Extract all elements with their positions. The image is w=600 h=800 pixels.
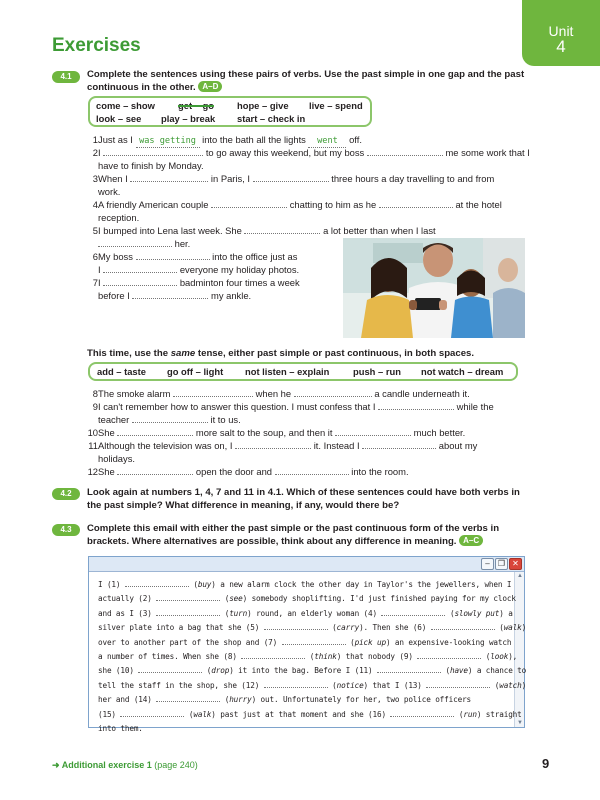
answer-gap[interactable] (117, 428, 193, 436)
item-number: 4 (92, 199, 98, 210)
sentence-text: it. Instead I (313, 440, 360, 451)
sentence-text: She (98, 466, 115, 477)
email-answer-gap[interactable] (264, 623, 328, 630)
email-line (98, 724, 143, 734)
email-answer-gap[interactable] (390, 710, 454, 717)
sentence-text: her. (174, 238, 191, 249)
email-answer-gap[interactable] (156, 594, 220, 601)
verb-pair: go off – light (167, 366, 224, 377)
verb-pair: start – check in (237, 113, 306, 124)
answer-gap[interactable] (235, 441, 311, 449)
email-verb: walk (193, 709, 212, 719)
email-text: ( (494, 623, 504, 633)
email-line (98, 594, 516, 604)
item-number: 3 (92, 173, 98, 184)
email-line (98, 681, 526, 691)
verb-pair: hope – give (237, 100, 289, 111)
item-number: 10 (87, 427, 98, 438)
sentence-text: I (98, 277, 101, 288)
exercise-4-2-instruction: Look again at numbers 1, 4, 7 and 11 in 4.1. Which of these sentences could have both verbs in the past simple? What difference in meaning, if any, would there be? (87, 487, 520, 511)
email-text: ( (327, 623, 337, 633)
email-verb: carry (336, 623, 360, 633)
answer-gap[interactable] (362, 441, 436, 449)
email-line (98, 710, 522, 720)
email-text: ( (490, 680, 500, 690)
sentence-text: My boss (98, 251, 133, 262)
email-line (98, 609, 513, 619)
item-number: 11 (88, 440, 98, 451)
scroll-down-icon[interactable]: ▼ (517, 720, 523, 726)
sentence-text: into the room. (351, 466, 409, 477)
email-text: tell the staff in the shop, she (12) (98, 680, 264, 690)
sentence-text: everyone my holiday photos. (179, 264, 300, 275)
sentence-5-cont (98, 238, 190, 250)
exercise-4-1-instruction (87, 68, 527, 94)
sentence-text: badminton four times a week (179, 277, 300, 288)
instruction-text: Complete the sentences using these pairs of verbs. Use the past simple in one gap and the past continuous in the other. (87, 69, 525, 93)
sentence-text: in Paris, I (210, 173, 250, 184)
email-answer-gap[interactable] (156, 609, 220, 616)
verb-pair: come – show (96, 100, 155, 111)
verb-pair-crossed: get – go (178, 100, 214, 111)
email-verb: slowly put (454, 608, 500, 618)
sentence-text: Just as I (98, 134, 133, 145)
sentence-11-cont: holidays. (98, 453, 136, 464)
email-line (98, 695, 471, 705)
email-verb: drop (211, 666, 230, 676)
answer-gap[interactable] (136, 252, 210, 260)
link-text: ➜ Additional exercise 1 (52, 760, 152, 770)
answer-gap[interactable] (132, 291, 208, 299)
sentence-text: before I (98, 290, 130, 301)
answer-gap[interactable] (173, 389, 253, 397)
sentence-text: teacher (98, 414, 130, 425)
email-line (98, 638, 511, 648)
answer-gap[interactable] (103, 265, 177, 273)
sentence-text: I bumped into Lena last week. She (98, 225, 242, 236)
sentence-text: me some work that I (445, 147, 530, 158)
email-text: over to another part of the shop and (7) (98, 637, 282, 647)
sentence-text: into the office just as (212, 251, 298, 262)
email-text: actually (2) (98, 594, 157, 604)
email-text: ) out. Unfortunately for her, two police officers (251, 695, 472, 705)
email-text: ( (441, 666, 450, 676)
email-text: ( (184, 709, 194, 719)
answer-gap[interactable] (132, 415, 208, 423)
email-answer-gap[interactable] (125, 580, 189, 587)
email-text: ) an expensive-looking watch (385, 637, 512, 647)
email-text: ) a (499, 608, 513, 618)
item-number: 12 (87, 466, 98, 477)
email-verb: turn (229, 608, 248, 618)
verb-pair: look – see (96, 113, 142, 124)
email-text: ), (508, 652, 518, 661)
minimize-icon[interactable]: – (481, 558, 494, 570)
item-number: 8 (92, 388, 98, 399)
email-verb: notice (336, 680, 364, 690)
scroll-up-icon[interactable]: ▲ (517, 573, 523, 579)
email-answer-gap[interactable] (426, 681, 490, 688)
verb-box-4-1b (88, 362, 518, 381)
sentence-text: A friendly American couple (98, 199, 209, 210)
email-text: silver plate into a bag that she (5) (98, 623, 264, 633)
sentence-text: three hours a day travelling to and from (331, 173, 495, 184)
email-verb: pick up (354, 637, 386, 647)
verb-pair: not watch – dream (421, 366, 504, 377)
sentence-9-cont (98, 414, 241, 426)
sentence-text: into the bath all the lights (202, 134, 306, 145)
email-line (98, 580, 511, 590)
exercise-badge-4-1: 4.1 (52, 71, 80, 83)
sentence-text: more salt to the soup, and then it (195, 427, 333, 438)
sentence-text: She (98, 427, 115, 438)
item-number: 5 (92, 225, 98, 236)
email-text: ( (188, 580, 198, 589)
sentence-4-cont: reception. (98, 212, 140, 223)
email-verb: run (463, 709, 477, 719)
answer-gap[interactable] (294, 389, 372, 397)
email-answer-gap[interactable] (120, 710, 184, 717)
email-text: ( (481, 652, 491, 661)
sentence-text: it to us. (210, 414, 241, 425)
sentence-text: while the (456, 401, 494, 412)
email-answer-gap[interactable] (264, 681, 328, 688)
unit-label: Unit (548, 23, 574, 39)
email-verb: walk (503, 623, 522, 633)
friends-photo (343, 238, 525, 338)
exercise-badge-4-2: 4.2 (52, 488, 80, 500)
exercise-4-3-instruction (87, 522, 527, 548)
verb-pair: not listen – explain (245, 366, 330, 377)
email-verb: buy (197, 580, 212, 589)
restore-icon[interactable]: ❐ (495, 558, 508, 570)
email-text: (15) (98, 709, 121, 719)
section-ref-badge: A–D (198, 81, 222, 92)
link-page-ref: (page 240) (154, 760, 198, 770)
email-text: ) past just at that moment and she (16) (211, 709, 391, 719)
verb-pair: play – break (161, 113, 216, 124)
answer-gap[interactable] (367, 148, 443, 156)
email-verb: think (314, 652, 337, 661)
email-answer-gap[interactable] (381, 609, 445, 616)
email-verb: watch (499, 680, 522, 690)
email-titlebar (89, 557, 524, 572)
email-text: ). Then she (6) (359, 623, 431, 633)
verb-pair: live – spend (309, 100, 363, 111)
email-line (98, 666, 526, 676)
verb-pair: add – taste (97, 366, 146, 377)
answer-gap[interactable] (117, 467, 193, 475)
email-answer-gap[interactable] (417, 652, 481, 659)
email-text: she (10) (98, 666, 139, 676)
instruction-emphasis: same (170, 348, 196, 359)
email-text: a number of times. When she (8) (98, 652, 242, 661)
email-text: ( (305, 652, 315, 661)
sentence-text: my ankle. (211, 290, 252, 301)
sentence-text: chatting to him as he (289, 199, 377, 210)
email-text: her and (14) (98, 695, 157, 705)
email-answer-gap[interactable] (282, 638, 346, 645)
answer-gap[interactable] (103, 278, 177, 286)
sentence-text: a candle underneath it. (374, 388, 470, 399)
email-text: ) somebody shoplifting. I'd just finished paying for my clock (242, 594, 516, 604)
sentence-text: I (98, 147, 101, 158)
email-text: ( (202, 666, 212, 676)
additional-exercise-link[interactable] (52, 760, 198, 771)
item-number: 1 (92, 134, 98, 145)
instruction-text: This time, use the (87, 348, 171, 359)
answer-gap[interactable]: was getting (136, 135, 200, 148)
email-text: I (1) (98, 580, 125, 589)
sentence-text: I can't remember how to answer this question. I must confess that I (98, 401, 376, 412)
sentence-text: off. (349, 134, 362, 145)
email-answer-gap[interactable] (241, 652, 305, 659)
section-ref-badge: A–C (459, 535, 483, 546)
email-answer-gap[interactable] (377, 666, 441, 673)
item-number: 7 (92, 277, 98, 288)
instruction-text: tense, either past simple or past continuous, in both spaces. (195, 348, 475, 359)
email-text: ) (521, 623, 527, 633)
answer-gap[interactable] (253, 174, 329, 182)
email-text: and as I (3) (98, 608, 157, 618)
exercise-badge-4-3: 4.3 (52, 524, 80, 536)
email-text: ) that nobody (9) (336, 652, 418, 661)
instruction-text: Complete this email with either the past simple or the past continuous form of the verbs in brackets. Where alternatives are possible, think about any difference in meaning. (87, 523, 500, 547)
answer-gap[interactable] (98, 239, 172, 247)
same-tense-instruction (87, 347, 537, 360)
sentence-text: a lot better than when I last (323, 225, 436, 236)
sentence-2-cont: have to finish by Monday. (98, 160, 204, 171)
email-text: ( (454, 709, 464, 719)
email-window (88, 556, 527, 733)
answer-gap[interactable]: went (308, 135, 346, 148)
answer-gap[interactable] (211, 200, 287, 208)
item-number: 2 (92, 147, 98, 158)
email-text: ) it into the bag. Before I (11) (229, 666, 377, 676)
email-verb: look (490, 652, 509, 661)
email-text: ) (521, 680, 527, 690)
email-text: into them. (98, 724, 143, 733)
answer-gap[interactable] (130, 174, 208, 182)
answer-gap[interactable] (335, 428, 411, 436)
email-answer-gap[interactable] (138, 666, 202, 673)
answer-gap[interactable] (275, 467, 349, 475)
sentence-text: when he (255, 388, 292, 399)
email-text: ( (327, 680, 337, 690)
email-text: ( (345, 637, 355, 647)
email-answer-gap[interactable] (156, 695, 220, 702)
sentence-text: Although the television was on, I (98, 440, 233, 451)
sentence-text: open the door and (195, 466, 273, 477)
sentence-text: When I (98, 173, 128, 184)
sentence-3-cont: work. (98, 186, 121, 197)
answer-gap[interactable] (379, 200, 453, 208)
sentence-text: to go away this weekend, but my boss (205, 147, 365, 158)
sentence-text: much better. (413, 427, 466, 438)
email-text: ) a chance to (467, 666, 527, 676)
email-text: ( (220, 608, 230, 618)
unit-tab (522, 0, 600, 66)
email-text: ( (220, 695, 230, 705)
answer-gap[interactable] (244, 226, 320, 234)
email-line (98, 623, 526, 633)
email-line (98, 652, 517, 662)
sentence-text: The smoke alarm (98, 388, 171, 399)
item-number: 9 (92, 401, 98, 412)
page-number: 9 (542, 756, 550, 771)
sentence-7-cont (98, 290, 251, 302)
unit-number: 4 (556, 37, 566, 56)
email-verb: see (229, 594, 243, 604)
email-text: ( (220, 594, 230, 604)
close-icon[interactable]: ✕ (509, 558, 522, 570)
email-answer-gap[interactable] (431, 623, 495, 630)
sentence-text: at the hotel (455, 199, 502, 210)
sentence-text: about my (438, 440, 478, 451)
email-verb: hurry (229, 695, 252, 705)
page-title: Exercises (52, 35, 141, 56)
email-text: ) straight (476, 709, 522, 719)
email-text: ) round, an elderly woman (4) (247, 608, 382, 618)
answer-gap[interactable] (378, 402, 454, 410)
email-text: ( (445, 608, 455, 618)
email-text: ) a new alarm clock the other day in Taylor's the jewellers, when I (211, 580, 512, 589)
email-text: ) that I (13) (363, 680, 427, 690)
item-number: 6 (92, 251, 98, 262)
answer-gap[interactable] (103, 148, 203, 156)
verb-box-4-1 (88, 96, 372, 127)
verb-pair: push – run (353, 366, 401, 377)
email-verb: have (449, 666, 468, 676)
sentence-text: I (98, 264, 101, 275)
sentence-6-cont (98, 264, 299, 276)
friends-illustration (343, 238, 525, 338)
